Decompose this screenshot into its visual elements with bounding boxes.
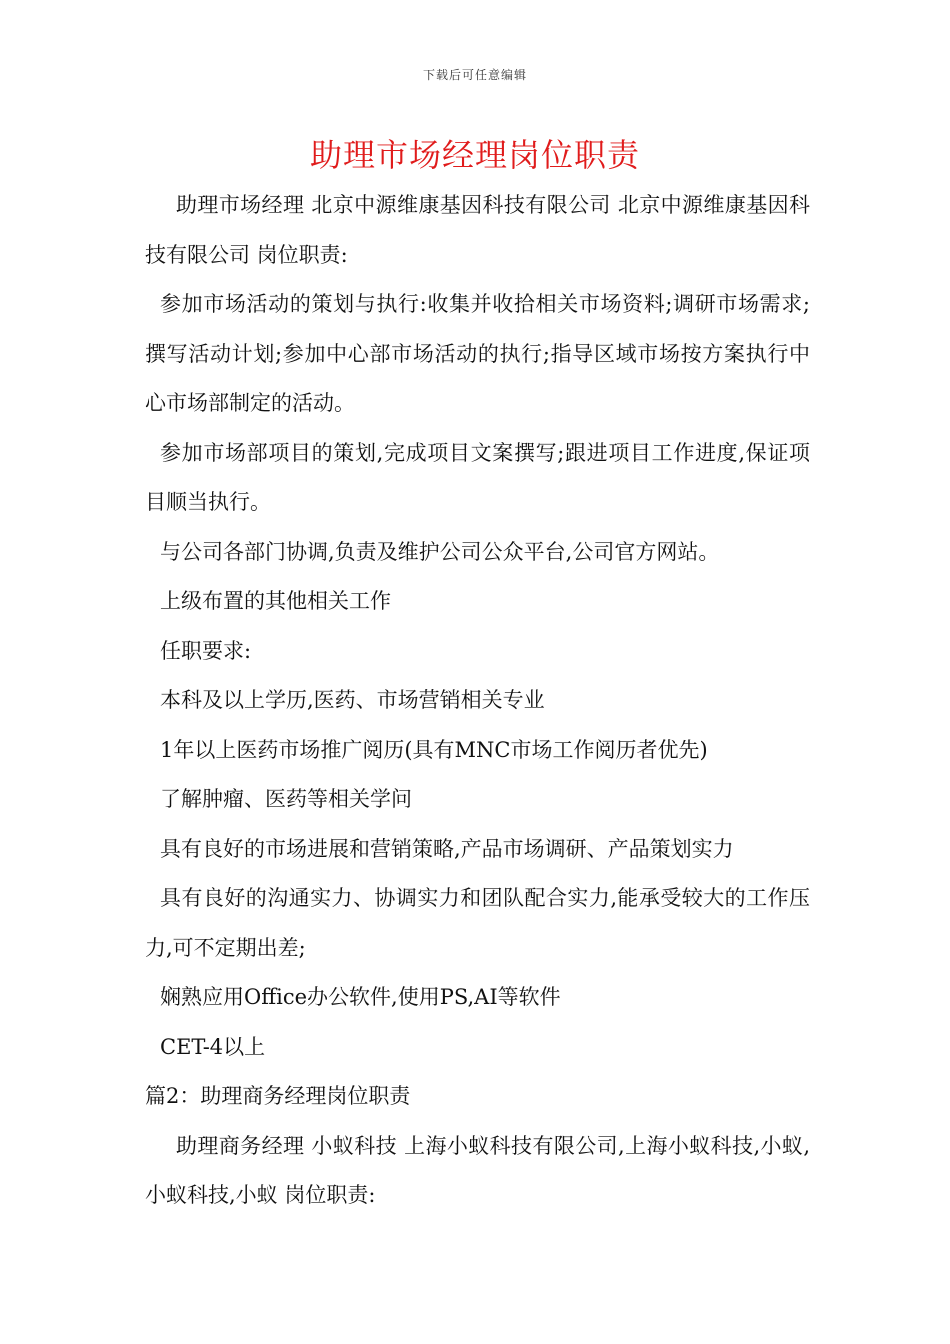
paragraph-section-2-intro: 助理商务经理 小蚁科技 上海小蚁科技有限公司,上海小蚁科技,小蚁,小蚁科技,小蚁 岗位职责: — [145, 1133, 810, 1207]
paragraph-intro: 助理市场经理 北京中源维康基因科技有限公司 北京中源维康基因科技有限公司 岗位职责: — [145, 193, 810, 267]
paragraph-duty-2: 参加市场部项目的策划,完成项目文案撰写;跟进项目工作进度,保证项目顺当执行。 — [145, 440, 810, 514]
paragraph-requirement-2: 1年以上医药市场推广阅历(具有MNC市场工作阅历者优先) — [160, 737, 708, 762]
paragraph-requirement-4: 具有良好的市场进展和营销策略,产品市场调研、产品策划实力 — [160, 836, 734, 861]
paragraph-duty-4: 上级布置的其他相关工作 — [160, 589, 391, 613]
paragraph-requirement-7: CET-4以上 — [160, 1034, 266, 1059]
document-body — [145, 181, 810, 1221]
header-note: 下载后可任意编辑 — [422, 68, 527, 82]
section-heading-2: 篇2：助理商务经理岗位职责 — [145, 1084, 411, 1108]
document-title: 助理市场经理岗位职责 — [309, 136, 640, 174]
paragraph-requirement-3: 了解肿瘤、医药等相关学问 — [160, 787, 412, 811]
paragraph-duty-3: 与公司各部门协调,负责及维护公司公众平台,公司官方网站。 — [160, 539, 720, 564]
paragraph-requirement-1: 本科及以上学历,医药、市场营销相关专业 — [160, 688, 545, 712]
paragraph-duty-1: 参加市场活动的策划与执行:收集并收拾相关市场资料;调研市场需求;撰写活动计划;参加中心部市场活动的执行;指导区域市场按方案执行中心市场部制定的活动。 — [145, 292, 810, 415]
paragraph-requirements-heading: 任职要求: — [160, 638, 252, 663]
paragraph-requirement-6: 娴熟应用Office办公软件,使用PS,AI等软件 — [160, 985, 561, 1009]
paragraph-requirement-5: 具有良好的沟通实力、协调实力和团队配合实力,能承受较大的工作压力,可不定期出差; — [145, 886, 810, 960]
